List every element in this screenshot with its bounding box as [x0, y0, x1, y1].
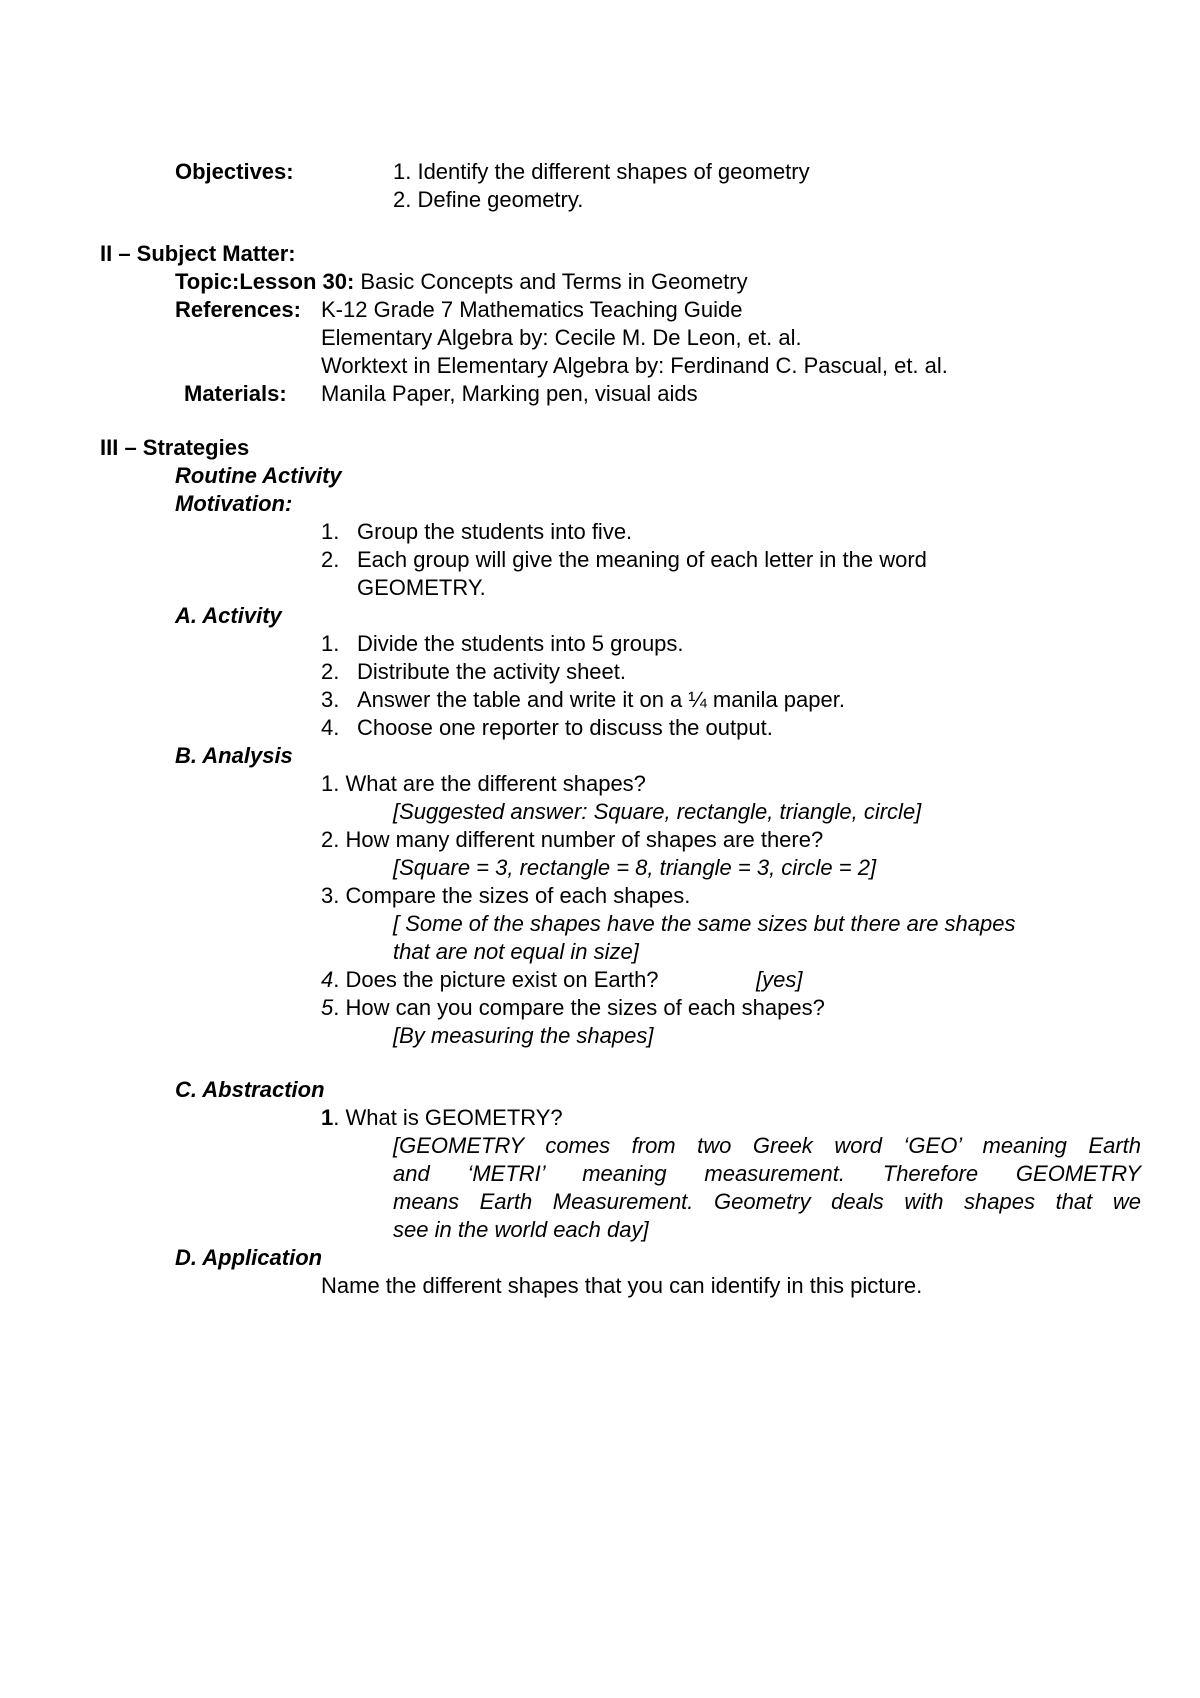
question-number: 4	[321, 967, 334, 992]
analysis-question	[321, 994, 825, 1022]
answer-line: see in the world each day]	[393, 1217, 649, 1242]
motivation-item-continued: GEOMETRY.	[357, 575, 486, 600]
abstraction-answer	[393, 1132, 1141, 1244]
activity-item: Choose one reporter to discuss the output.	[357, 715, 773, 740]
objective-item: 2. Define geometry.	[393, 187, 584, 212]
analysis-question: 3. Compare the sizes of each shapes.	[321, 883, 691, 908]
motivation-item: Group the students into five.	[357, 519, 633, 544]
activity-item: Divide the students into 5 groups.	[357, 631, 684, 656]
analysis-answer: [yes]	[756, 967, 803, 992]
application-heading: D. Application	[175, 1245, 323, 1270]
abstraction-question	[321, 1104, 563, 1132]
analysis-answer: [By measuring the shapes]	[393, 1023, 654, 1048]
abstraction-heading: C. Abstraction	[175, 1077, 325, 1102]
question-text: . What is GEOMETRY?	[333, 1105, 563, 1130]
analysis-question: 1. What are the different shapes?	[321, 771, 646, 796]
routine-activity-heading: Routine Activity	[175, 463, 342, 488]
application-text: Name the different shapes that you can identify in this picture.	[321, 1273, 923, 1298]
list-number: 1.	[321, 519, 340, 544]
materials-value: Manila Paper, Marking pen, visual aids	[321, 381, 698, 406]
analysis-heading: B. Analysis	[175, 743, 293, 768]
materials-label: Materials:	[184, 381, 287, 406]
analysis-answer: [Square = 3, rectangle = 8, triangle = 3, circle = 2]	[393, 855, 877, 880]
subject-matter-heading: II – Subject Matter:	[100, 241, 296, 266]
answer-line: means Earth Measurement. Geometry deals with shapes that we	[393, 1189, 1141, 1214]
objective-item: 1. Identify the different shapes of geometry	[393, 159, 810, 184]
question-text: . How can you compare the sizes of each shapes?	[333, 995, 825, 1020]
list-number: 1.	[321, 631, 340, 656]
analysis-question: 2. How many different number of shapes are there?	[321, 827, 824, 852]
answer-line: [GEOMETRY comes from two Greek word ‘GEO’ meaning Earth	[393, 1133, 1141, 1158]
list-number: 2.	[321, 659, 340, 684]
reference-item: Worktext in Elementary Algebra by: Ferdinand C. Pascual, et. al.	[321, 353, 948, 378]
activity-item: Answer the table and write it on a ¼ manila paper.	[357, 687, 845, 712]
topic-value: Basic Concepts and Terms in Geometry	[354, 269, 748, 294]
analysis-answer: [Suggested answer: Square, rectangle, triangle, circle]	[393, 799, 922, 824]
objectives-label: Objectives:	[175, 159, 294, 184]
topic-line	[175, 268, 748, 296]
question-text: . Does the picture exist on Earth?	[333, 967, 659, 992]
motivation-item: Each group will give the meaning of each letter in the word	[357, 547, 927, 572]
question-number: 1	[321, 1105, 334, 1130]
topic-label: Topic:Lesson 30:	[175, 269, 355, 294]
activity-item: Distribute the activity sheet.	[357, 659, 627, 684]
list-number: 4.	[321, 715, 340, 740]
strategies-heading: III – Strategies	[100, 435, 250, 460]
answer-line: and ‘METRI’ meaning measurement. Therefore GEOMETRY	[393, 1161, 1141, 1186]
references-label: References:	[175, 297, 301, 322]
activity-heading: A. Activity	[175, 603, 282, 628]
reference-item: K-12 Grade 7 Mathematics Teaching Guide	[321, 297, 743, 322]
reference-item: Elementary Algebra by: Cecile M. De Leon, et. al.	[321, 325, 802, 350]
analysis-answer: [ Some of the shapes have the same sizes but there are shapes	[393, 911, 1016, 936]
analysis-question	[321, 966, 659, 994]
motivation-heading: Motivation:	[175, 491, 293, 516]
analysis-answer-continued: that are not equal in size]	[393, 939, 639, 964]
list-number: 2.	[321, 547, 340, 572]
list-number: 3.	[321, 687, 340, 712]
question-number: 5	[321, 995, 334, 1020]
